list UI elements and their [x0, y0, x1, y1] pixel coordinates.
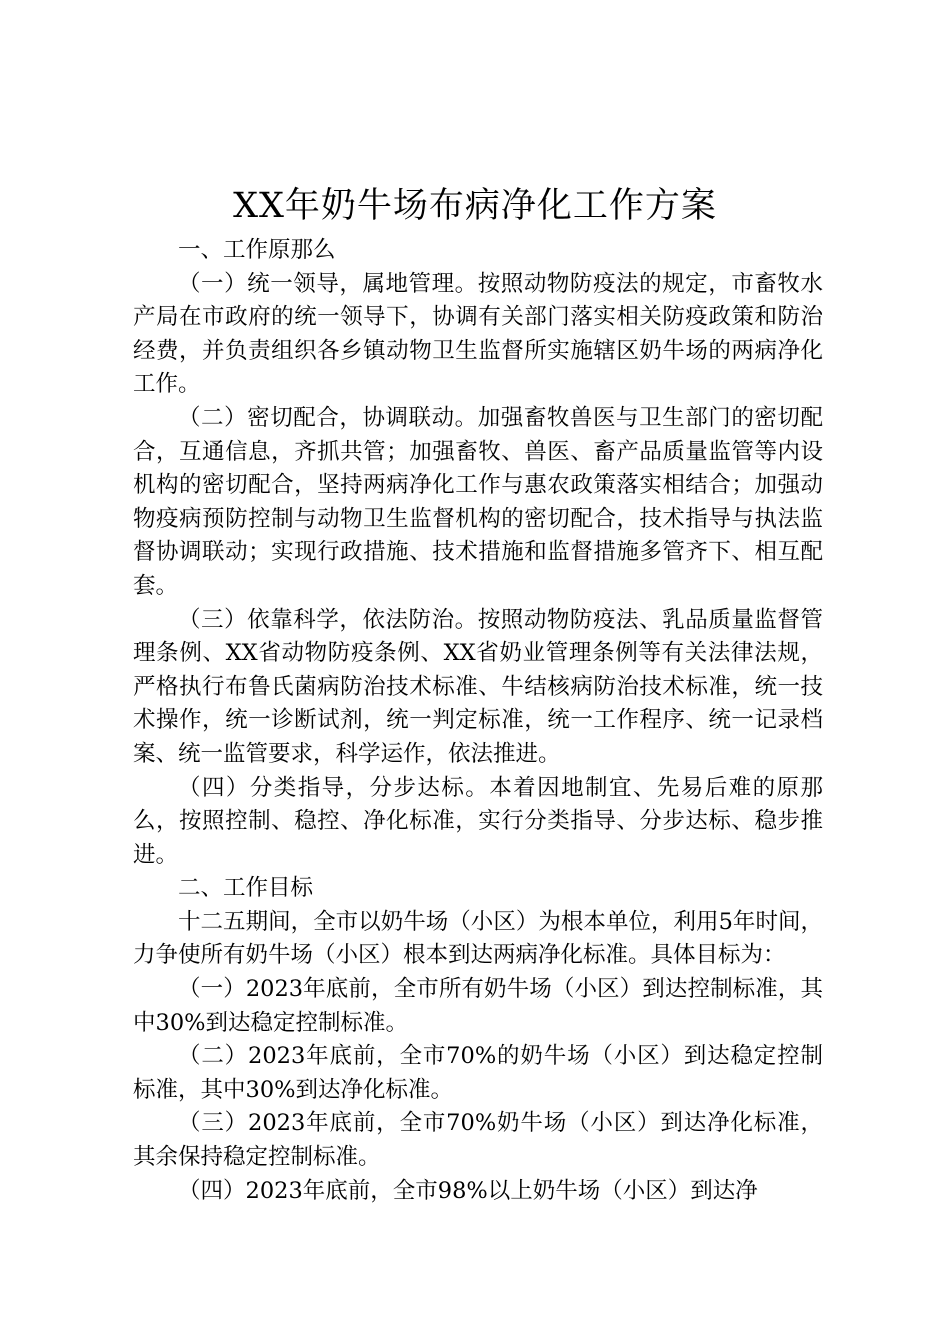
paragraph: （三）2023年底前，全市70%奶牛场（小区）到达净化标准，其余保持稳定控制标准。: [133, 1110, 823, 1171]
paragraph: 十二五期间，全市以奶牛场（小区）为根本单位，利用5年时间，力争使所有奶牛场（小区）根本到达两病净化标准。具体目标为：: [133, 908, 823, 969]
paragraph: （一）统一领导，属地管理。按照动物防疫法的规定，市畜牧水产局在市政府的统一领导下，协调有关部门落实相关防疫政策和防治经费，并负责组织各乡镇动物卫生监督所实施辖区奶牛场的两病净化工作。: [133, 270, 823, 398]
paragraph: （二）2023年底前，全市70%的奶牛场（小区）到达稳定控制标准，其中30%到达净化标准。: [133, 1043, 823, 1103]
section-heading: 二、工作目标: [178, 875, 314, 902]
paragraph: （二）密切配合，协调联动。加强畜牧兽医与卫生部门的密切配合，互通信息，齐抓共管；加强畜牧、兽医、畜产品质量监管等内设机构的密切配合，坚持两病净化工作与惠农政策落实相结合；加强动物疫病预防控制与动物卫生监督机构的密切配合，技术指导与执法监督协调联动；实现行政措施、技术措施和监督措施多管齐下、相互配套。: [133, 404, 823, 599]
section-heading: 一、工作原那么: [178, 237, 336, 263]
paragraph: （一）2023年底前，全市所有奶牛场（小区）到达控制标准，其中30%到达稳定控制标准。: [133, 976, 823, 1036]
paragraph: （四）2023年底前，全市98%以上奶牛场（小区）到达净: [178, 1177, 758, 1204]
paragraph: （三）依靠科学，依法防治。按照动物防疫法、乳品质量监督管理条例、XX省动物防疫条例、XX省奶业管理条例等有关法律法规，严格执行布鲁氏菌病防治技术标准、牛结核病防治技术标准，统一技术操作，统一诊断试剂，统一判定标准，统一工作程序、统一记录档案、统一监管要求，科学运作，依法推进。: [133, 606, 823, 767]
document-title: XX年奶牛场布病净化工作方案: [233, 186, 717, 226]
paragraph: （四）分类指导，分步达标。本着因地制宜、先易后难的原那么，按照控制、稳控、净化标准，实行分类指导、分步达标、稳步推进。: [133, 774, 823, 868]
document-body: [133, 234, 823, 1208]
